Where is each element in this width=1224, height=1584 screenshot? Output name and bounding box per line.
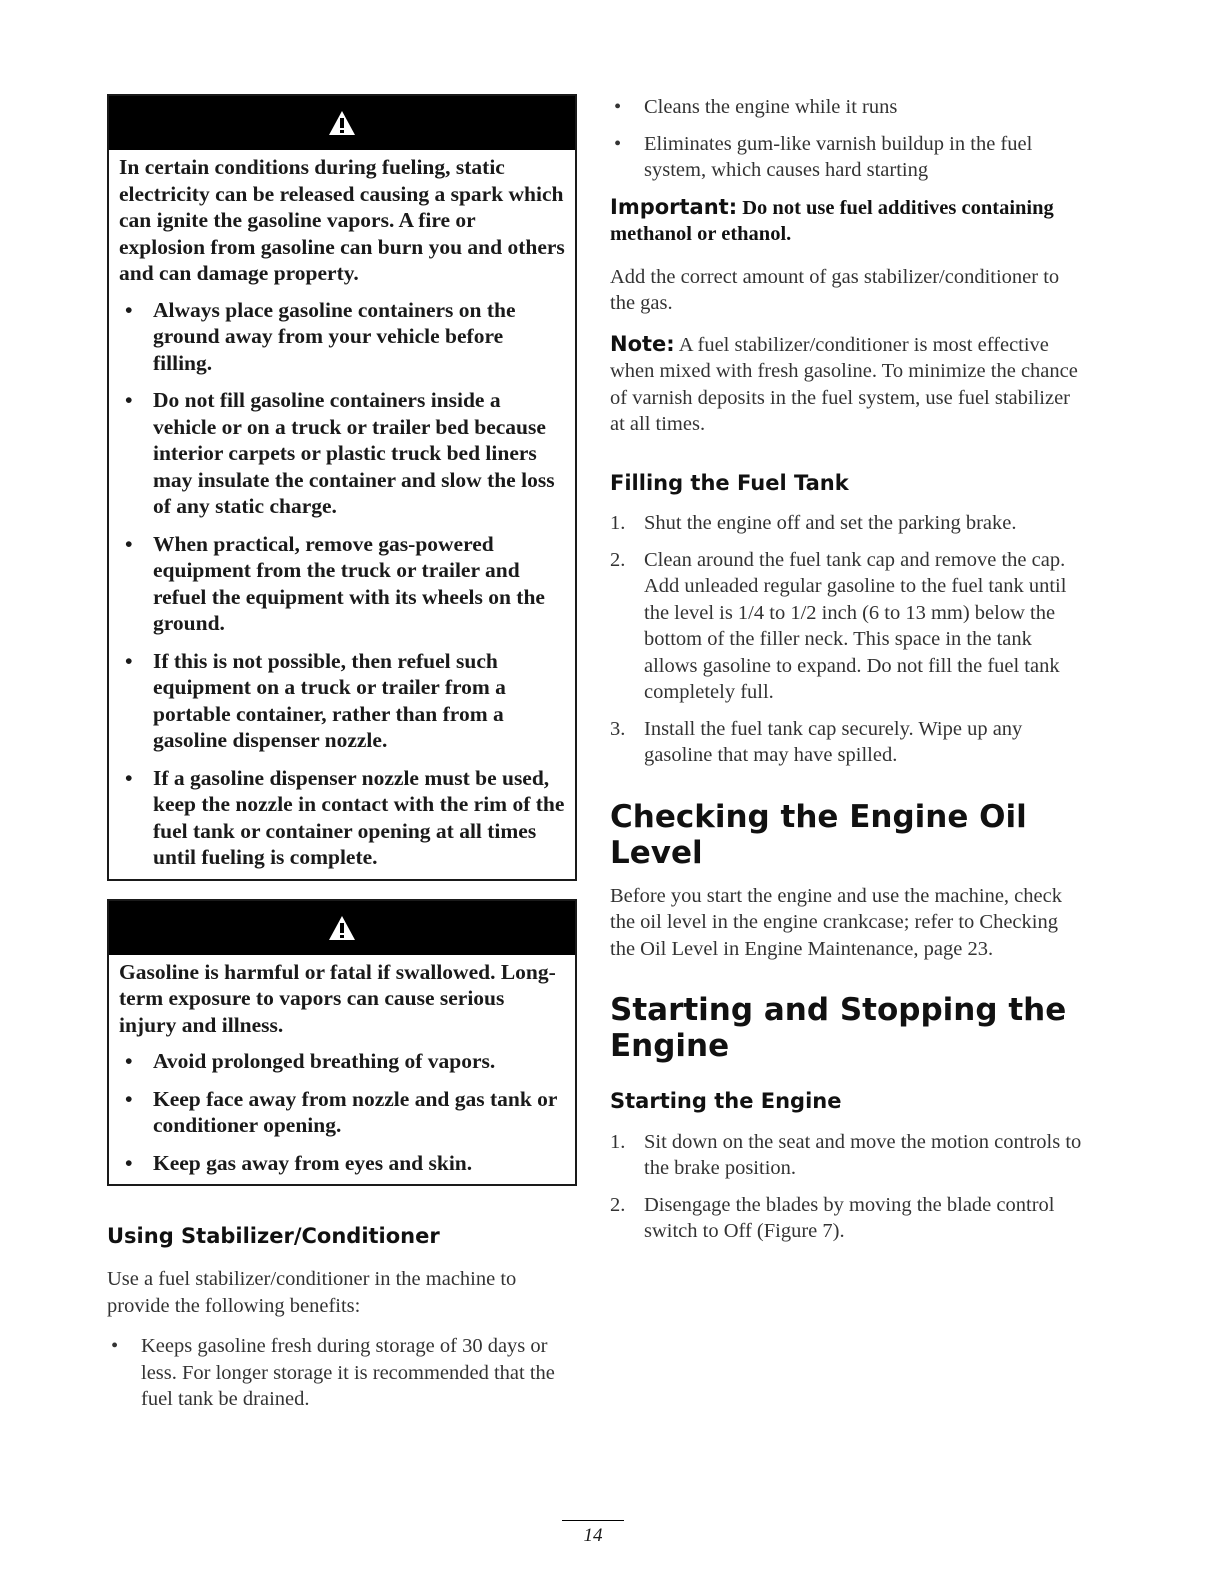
section-subheading: Starting the Engine xyxy=(610,1089,842,1113)
benefit-list xyxy=(107,1333,577,1413)
list-item: • Keep face away from nozzle and gas tank or conditioner opening. xyxy=(125,1086,558,1137)
list-item: 1. Sit down on the seat and move the motion controls to the brake position. xyxy=(610,1130,1082,1179)
list-item: • Keep gas away from eyes and skin. xyxy=(125,1150,473,1175)
stabilizer-section xyxy=(107,1224,577,1413)
list-item: • When practical, remove gas-powered equipment from the truck or trailer and refuel the equipment with its wheels on the ground. xyxy=(125,531,545,635)
warning-triangle-icon xyxy=(328,915,356,941)
section-subheading: Using Stabilizer/Conditioner xyxy=(107,1224,440,1248)
important-notice: Important: Do not use fuel additives containing methanol or ethanol. xyxy=(610,194,1054,245)
list-item: • If a gasoline dispenser nozzle must be used, keep the nozzle in contact with the rim of the fuel tank or container opening at all times until fueling is complete. xyxy=(125,765,565,869)
section-heading: Starting and Stopping the Engine xyxy=(610,992,1067,1064)
warning-triangle-icon xyxy=(328,110,356,136)
list-item: 2. Disengage the blades by moving the blade control switch to Off (Figure 7). xyxy=(610,1193,1055,1242)
note: Note: A fuel stabilizer/conditioner is most effective when mixed with fresh gasoline. To minimize the chance of varnish deposits in the fuel system, use fuel stabilizer at all times. xyxy=(610,331,1078,435)
list-item: • Do not fill gasoline containers inside a vehicle or on a truck or trailer bed because interior carpets or plastic truck bed liners may insulate the container and slow the loss of any static charge. xyxy=(125,388,555,518)
gasoline-harmful-warning xyxy=(107,899,577,1187)
paragraph: Add the correct amount of gas stabilizer/conditioner to the gas. xyxy=(610,265,1060,314)
warning-bullet-list xyxy=(119,297,565,871)
warning-intro: In certain conditions during fueling, static electricity can be released causing a spark which can ignite the gasoline vapors. A fire or explosion from gasoline can burn you and others and can damage property. xyxy=(119,155,565,285)
warning-bullet-list xyxy=(119,1048,565,1176)
list-item: • Keeps gasoline fresh during storage of 30 days or less. For longer storage it is recommended that the fuel tank be drained. xyxy=(111,1335,555,1410)
list-item: 2. Clean around the fuel tank cap and remove the cap. Add unleaded regular gasoline to the fuel tank until the level is 1/4 to 1/2 inch (6 to 13 mm) below the bottom of the filler neck. This space in the tank allows gasoline to expand. Do not fill the fuel tank completely full. xyxy=(610,548,1067,703)
static-electricity-warning xyxy=(107,94,577,881)
list-item: 1. Shut the engine off and set the parking brake. xyxy=(610,512,1017,534)
list-item: • If this is not possible, then refuel such equipment on a truck or trailer from a portable container, rather than from a gasoline dispenser nozzle. xyxy=(125,648,506,752)
benefit-list-continued xyxy=(610,94,1085,184)
warning-header-bar xyxy=(109,96,575,150)
list-item: • Avoid prolonged breathing of vapors. xyxy=(125,1049,496,1073)
warning-header-bar xyxy=(109,901,575,955)
warning-body xyxy=(109,955,575,1185)
list-item: • Always place gasoline containers on the ground away from your vehicle before filling. xyxy=(125,297,516,375)
filling-steps xyxy=(610,510,1085,769)
section-heading: Checking the Engine Oil Level xyxy=(610,798,1027,871)
page-number: 14 xyxy=(562,1520,624,1547)
paragraph: Use a fuel stabilizer/conditioner in the machine to provide the following benefits: xyxy=(107,1268,517,1317)
paragraph: Before you start the engine and use the machine, check the oil level in the engine crankcase; refer to Checking the Oil Level in Engine Maintenance, page 23. xyxy=(610,884,1062,960)
left-column xyxy=(107,94,577,1423)
starting-steps xyxy=(610,1129,1085,1245)
section-subheading: Filling the Fuel Tank xyxy=(610,470,849,495)
warning-body xyxy=(109,150,575,879)
list-item: • Eliminates gum-like varnish buildup in the fuel system, which causes hard starting xyxy=(614,132,1033,181)
list-item: 3. Install the fuel tank cap securely. Wipe up any gasoline that may have spilled. xyxy=(610,717,1023,766)
list-item: • Cleans the engine while it runs xyxy=(614,96,898,118)
warning-intro: Gasoline is harmful or fatal if swallowed. Long-term exposure to vapors can cause serious injury and illness. xyxy=(119,959,556,1037)
right-column xyxy=(610,94,1085,1255)
